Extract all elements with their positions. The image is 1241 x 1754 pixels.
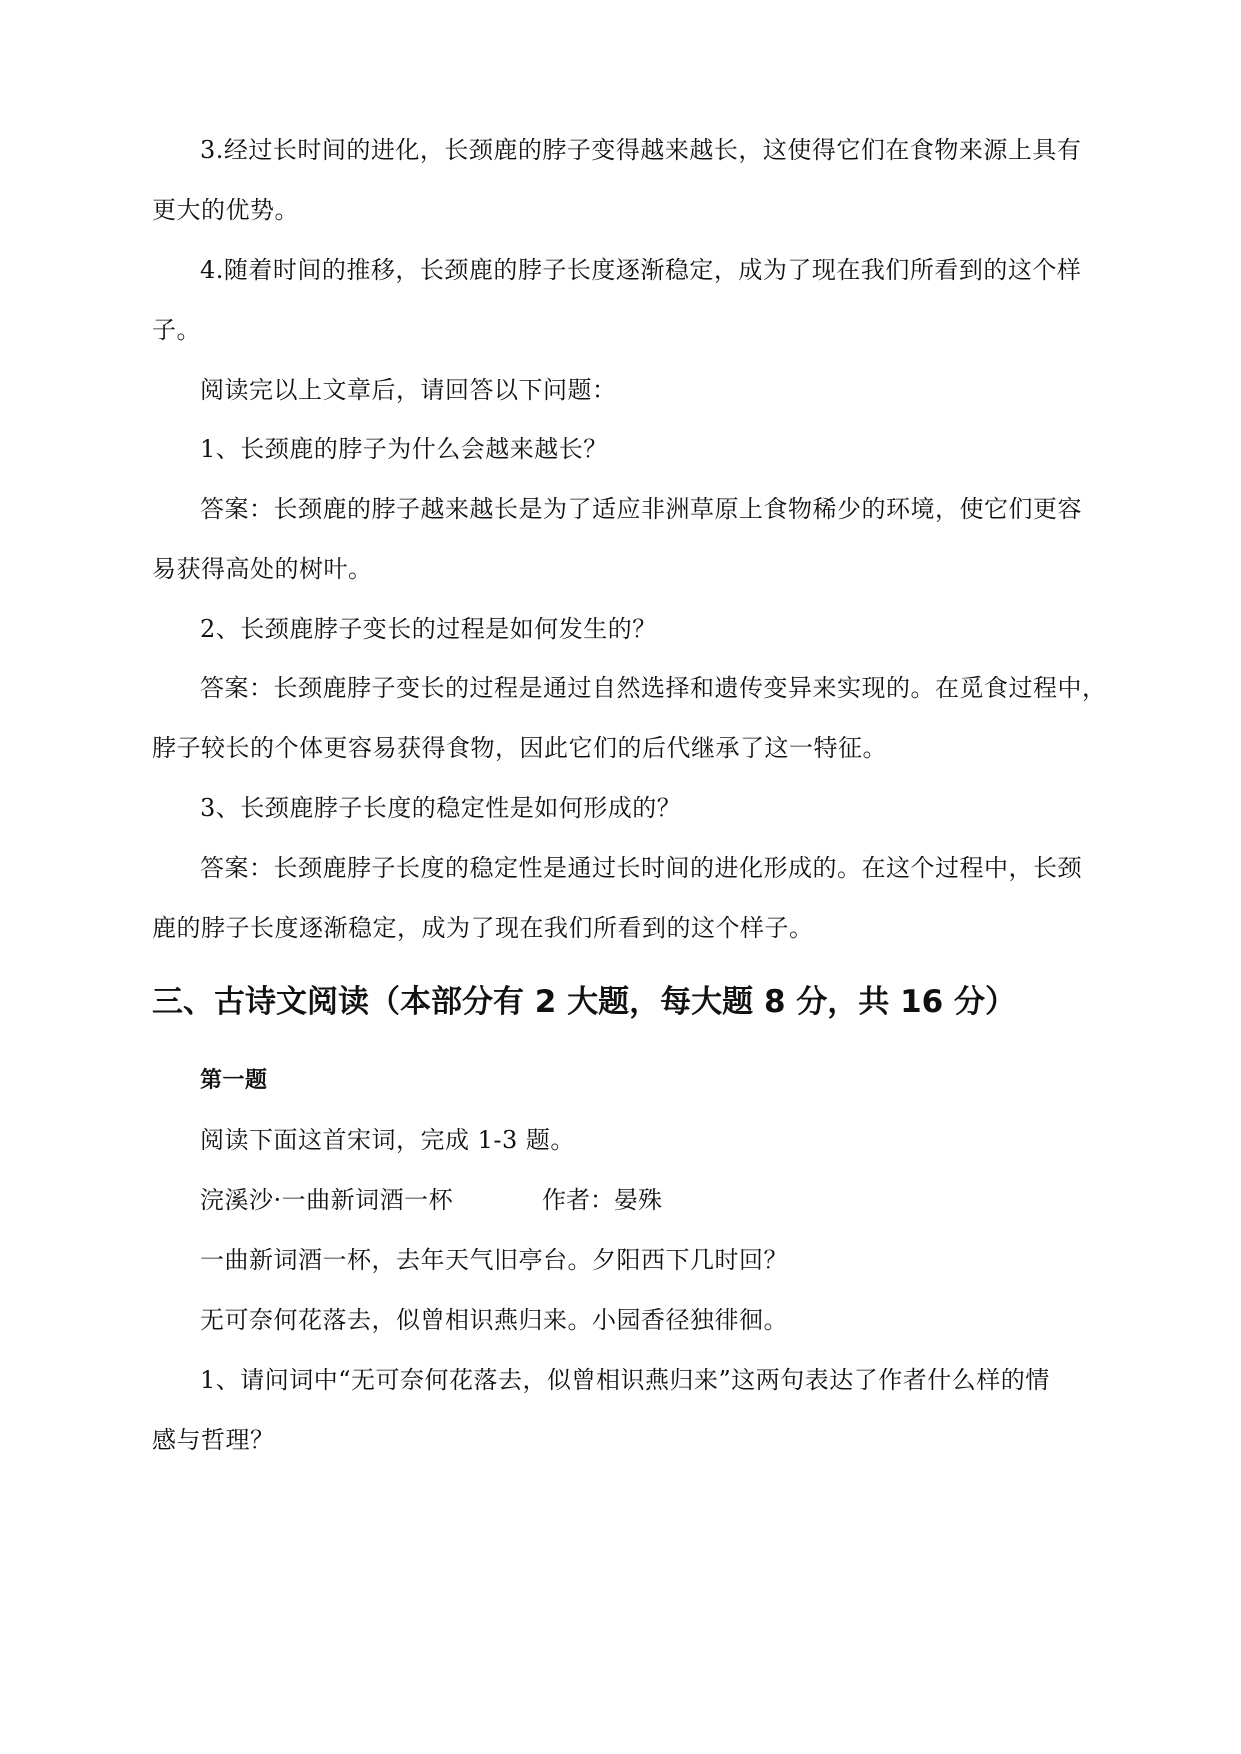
question-1: 1、长颈鹿的脖子为什么会越来越长？ [200, 435, 608, 463]
question-3: 3、长颈鹿脖子长度的稳定性是如何形成的？ [200, 794, 682, 822]
answer-3-line-2: 鹿的脖子长度逐渐稳定，成为了现在我们所看到的这个样子。 [152, 914, 814, 942]
paragraph-3-line-1: 3.经过长时间的进化，长颈鹿的脖子变得越来越长，这使得它们在食物来源上具有 [200, 136, 1082, 164]
paragraph-4-line-1: 4.随着时间的推移，长颈鹿的脖子长度逐渐稳定，成为了现在我们所看到的这个样 [200, 256, 1082, 284]
answer-1-line-1: 答案：长颈鹿的脖子越来越长是为了适应非洲草原上食物稀少的环境，使它们更容 [200, 495, 1082, 523]
paragraph-3-line-2: 更大的优势。 [152, 196, 299, 224]
section-3-heading: 三、古诗文阅读（本部分有 2 大题，每大题 8 分，共 16 分） [152, 984, 1017, 1020]
poem-line-2: 无可奈何花落去，似曾相识燕归来。小园香径独徘徊。 [200, 1306, 788, 1334]
poem-line-1: 一曲新词酒一杯，去年天气旧亭台。夕阳西下几时回？ [200, 1246, 788, 1274]
answer-2-line-1: 答案：长颈鹿脖子变长的过程是通过自然选择和遗传变异来实现的。在觅食过程中， [200, 674, 1107, 702]
answer-1-line-2: 易获得高处的树叶。 [152, 555, 373, 583]
answer-3-line-1: 答案：长颈鹿脖子长度的稳定性是通过长时间的进化形成的。在这个过程中，长颈 [200, 854, 1082, 882]
section-3-instruction: 阅读下面这首宋词，完成 1-3 题。 [200, 1126, 575, 1154]
poem-author: 作者：晏殊 [542, 1186, 662, 1214]
paragraph-4-line-2: 子。 [152, 316, 201, 344]
questions-intro: 阅读完以上文章后，请回答以下问题： [200, 376, 617, 404]
poem-title: 浣溪沙·一曲新词酒一杯 [200, 1186, 454, 1214]
answer-2-line-2: 脖子较长的个体更容易获得食物，因此它们的后代继承了这一特征。 [152, 734, 887, 762]
poem-question-1-line-1: 1、请问词中“无可奈何花落去，似曾相识燕归来”这两句表达了作者什么样的情 [200, 1366, 1050, 1394]
question-2: 2、长颈鹿脖子变长的过程是如何发生的？ [200, 615, 657, 643]
section-3-subtitle: 第一题 [200, 1068, 268, 1093]
poem-question-1-line-2: 感与哲理？ [152, 1426, 275, 1454]
